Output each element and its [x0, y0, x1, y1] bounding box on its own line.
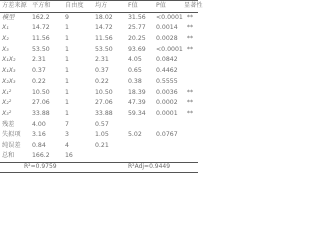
row-p-value: 0.0001: [156, 109, 178, 117]
row-mean-square: 33.88: [95, 109, 113, 117]
row-sum-of-squares: 4.00: [32, 120, 46, 128]
row-f-value: 4.05: [128, 56, 142, 64]
footer-row: [0, 162, 198, 172]
row-sum-of-squares: 10.50: [32, 88, 50, 96]
row-degrees-of-freedom: 1: [65, 99, 69, 107]
row-significance: **: [186, 109, 194, 117]
row-mean-square: 0.37: [95, 67, 109, 75]
row-sum-of-squares: 0.84: [32, 141, 46, 149]
table-row: [0, 23, 198, 34]
row-p-value: 0.0842: [156, 56, 178, 64]
row-significance: [182, 55, 198, 66]
row-source: X₂X₃: [2, 77, 16, 85]
row-mean-square: [93, 151, 126, 162]
row-source: X₂²: [2, 99, 12, 107]
row-mean-square: 27.06: [95, 99, 113, 107]
row-source: X₁²: [2, 88, 12, 96]
row-f-value: 0.38: [128, 77, 142, 85]
row-source: X₂: [2, 35, 9, 43]
table-row: [0, 45, 198, 56]
row-sum-of-squares: 14.72: [32, 24, 50, 32]
row-sum-of-squares: 11.56: [32, 35, 50, 43]
row-mean-square: 18.02: [95, 13, 113, 21]
row-significance: **: [186, 35, 194, 43]
row-degrees-of-freedom: 9: [65, 13, 69, 21]
row-significance: **: [186, 45, 194, 53]
row-degrees-of-freedom: 1: [65, 77, 69, 85]
header-significance: 显著性: [182, 1, 198, 13]
row-p-value: 0.0036: [156, 88, 178, 96]
header-mean-square: 均方: [93, 1, 126, 13]
row-source: X₁X₃: [2, 67, 16, 75]
row-significance: [182, 141, 198, 152]
row-sum-of-squares: 27.06: [32, 99, 50, 107]
table-row: [0, 141, 198, 152]
row-source: 总和: [0, 151, 30, 162]
table-row: [0, 34, 198, 45]
row-sum-of-squares: 0.37: [32, 67, 46, 75]
row-f-value: 31.56: [128, 13, 146, 21]
row-degrees-of-freedom: 1: [65, 67, 69, 75]
row-sum-of-squares: 166.2: [30, 151, 63, 162]
row-mean-square: 2.31: [95, 56, 109, 64]
table-row: [0, 109, 198, 120]
row-f-value: 20.25: [128, 35, 146, 43]
row-p-value: [154, 141, 182, 152]
table-row: [0, 151, 198, 162]
row-source: 失拟项: [2, 131, 21, 139]
header-source: 方差来源: [0, 1, 30, 13]
row-mean-square: 11.56: [95, 35, 113, 43]
row-significance: **: [186, 24, 194, 32]
row-significance: **: [186, 88, 194, 96]
row-sum-of-squares: 162.2: [32, 13, 50, 21]
row-degrees-of-freedom: 1: [65, 56, 69, 64]
row-source: X₁: [2, 24, 9, 32]
row-mean-square: 0.57: [95, 120, 109, 128]
row-degrees-of-freedom: 1: [65, 35, 69, 43]
row-f-value: 93.69: [128, 45, 146, 53]
table-row: [0, 87, 198, 98]
row-source: 模型: [2, 13, 15, 21]
row-p-value: <0.0001: [156, 45, 183, 53]
row-p-value: 0.5555: [156, 77, 178, 85]
row-sum-of-squares: 0.22: [32, 77, 46, 85]
anova-table-container: [0, 0, 203, 171]
row-degrees-of-freedom: 1: [65, 109, 69, 117]
row-mean-square: 10.50: [95, 88, 113, 96]
row-f-value: 47.39: [128, 99, 146, 107]
row-significance: [182, 66, 198, 77]
row-source: X₃: [2, 45, 9, 53]
row-degrees-of-freedom: 7: [65, 120, 69, 128]
row-f-value: 5.02: [128, 131, 142, 139]
row-f-value: 59.34: [128, 109, 146, 117]
row-p-value: 0.4462: [156, 67, 178, 75]
row-sum-of-squares: 3.16: [32, 131, 46, 139]
row-p-value: 0.0767: [156, 131, 178, 139]
row-f-value: [126, 119, 154, 130]
header-p-value: P值: [154, 1, 182, 13]
row-mean-square: 0.21: [95, 141, 109, 149]
row-degrees-of-freedom: 16: [63, 151, 93, 162]
row-degrees-of-freedom: 1: [65, 88, 69, 96]
table-row: [0, 66, 198, 77]
row-mean-square: 14.72: [95, 24, 113, 32]
row-mean-square: 53.50: [95, 45, 113, 53]
row-significance: **: [186, 13, 194, 21]
header-sum-of-squares: 平方和: [30, 1, 63, 13]
row-sum-of-squares: 2.31: [32, 56, 46, 64]
row-significance: [182, 151, 198, 162]
r-squared-value: R²=0.9759: [0, 162, 126, 172]
adjusted-r-squared-value: R²Adj=0.9449: [126, 162, 198, 172]
row-degrees-of-freedom: 3: [65, 131, 69, 139]
row-significance: **: [186, 99, 194, 107]
header-row: [0, 1, 198, 13]
row-f-value: [126, 151, 154, 162]
row-p-value: [154, 151, 182, 162]
row-mean-square: 0.22: [95, 77, 109, 85]
row-f-value: 25.77: [128, 24, 146, 32]
table-row: [0, 119, 198, 130]
row-significance: [182, 130, 198, 141]
row-source: X₃²: [2, 109, 12, 117]
row-p-value: 0.0014: [156, 24, 178, 32]
row-f-value: 0.65: [128, 67, 142, 75]
row-source: 纯误差: [2, 141, 21, 149]
row-sum-of-squares: 33.88: [32, 109, 50, 117]
table-row: [0, 130, 198, 141]
row-p-value: 0.0002: [156, 99, 178, 107]
row-degrees-of-freedom: 4: [65, 141, 69, 149]
row-mean-square: 1.05: [95, 131, 109, 139]
header-f-value: F值: [126, 1, 154, 13]
header-degrees-of-freedom: 自由度: [63, 1, 93, 13]
table-body: [0, 13, 198, 163]
row-degrees-of-freedom: 1: [65, 24, 69, 32]
table-row: [0, 77, 198, 88]
row-source: X₁X₂: [2, 56, 16, 64]
anova-table: [0, 0, 203, 173]
row-f-value: 18.39: [128, 88, 146, 96]
row-p-value: [154, 119, 182, 130]
row-degrees-of-freedom: 1: [65, 45, 69, 53]
row-f-value: [126, 141, 154, 152]
row-p-value: 0.0028: [156, 35, 178, 43]
table-row: [0, 98, 198, 109]
row-p-value: <0.0001: [156, 13, 183, 21]
table-row: [0, 55, 198, 66]
row-significance: [182, 77, 198, 88]
row-source: 残差: [2, 120, 15, 128]
table-row: [0, 13, 198, 24]
row-significance: [182, 119, 198, 130]
row-sum-of-squares: 53.50: [32, 45, 50, 53]
